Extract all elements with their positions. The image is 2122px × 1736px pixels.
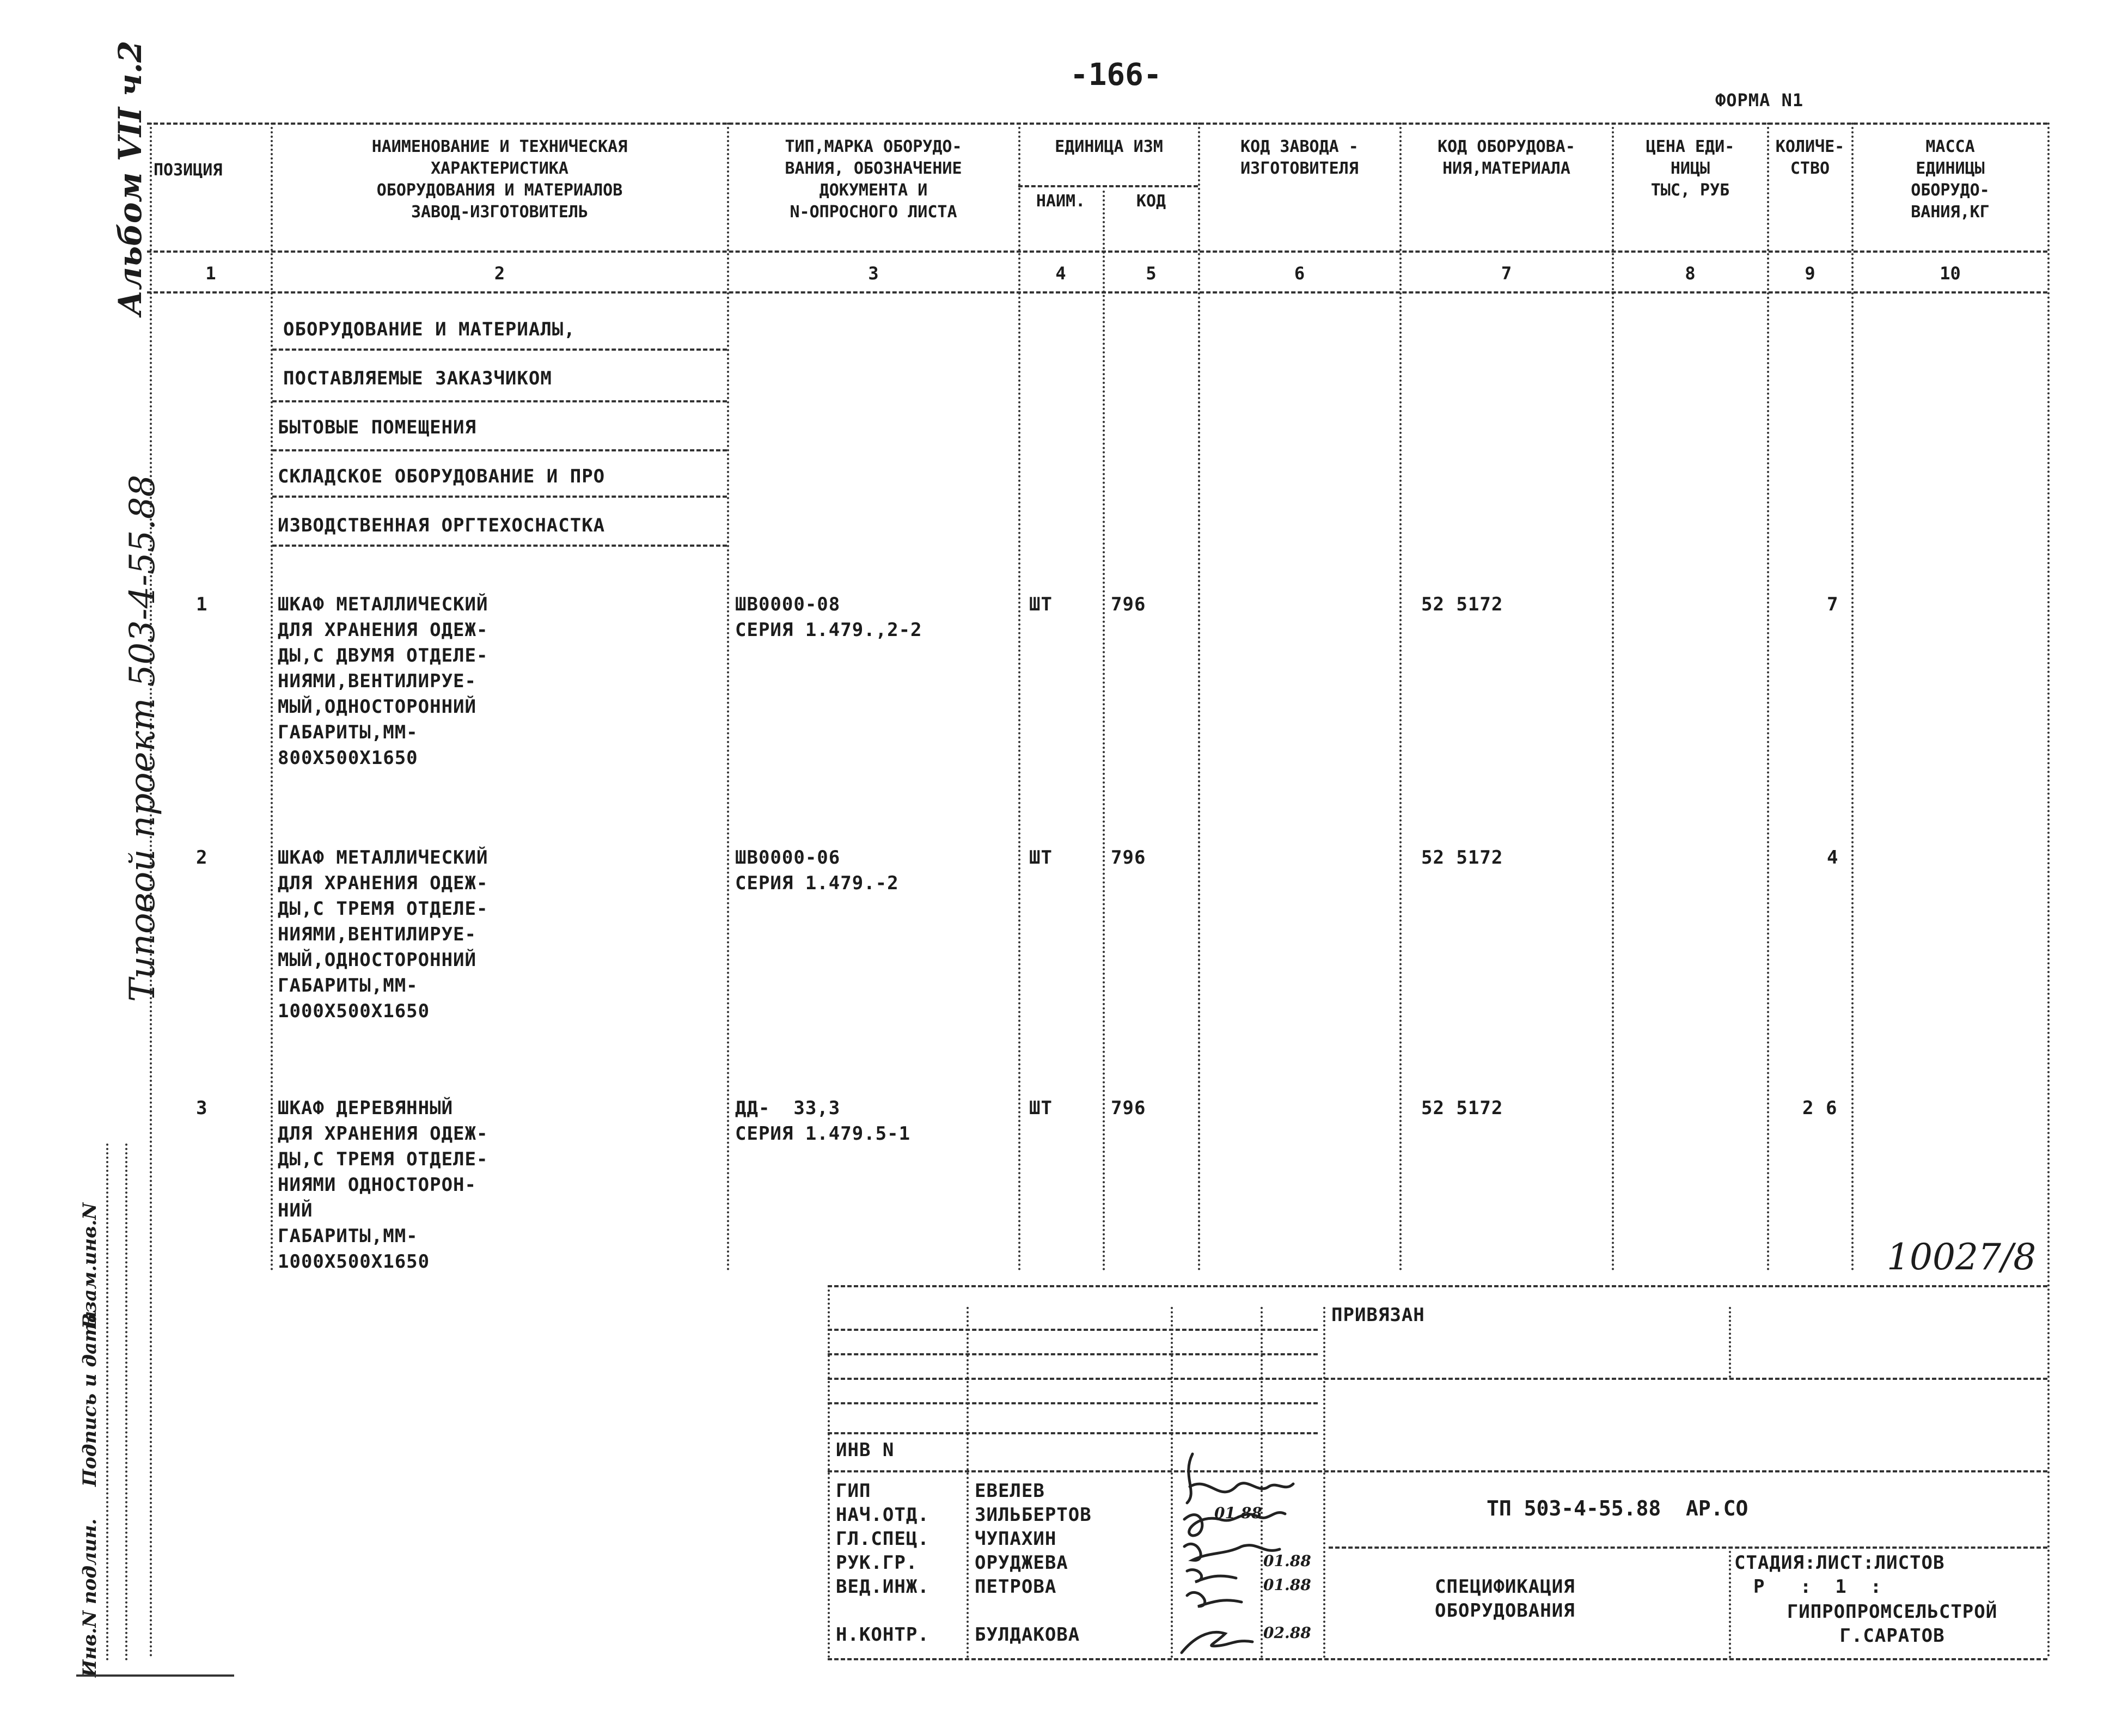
item-name-line: МЫЙ,ОДНОСТОРОННИЙ: [278, 949, 476, 971]
header-type: ТИП,МАРКА ОБОРУДО- ВАНИЯ, ОБОЗНАЧЕНИЕ ДОКУМЕНТА И N-ОПРОСНОГО ЛИСТА: [785, 137, 962, 222]
col-sep: [1018, 123, 1020, 1272]
col-sep: [1612, 123, 1614, 1272]
item-type-line: СЕРИЯ 1.479.,2-2: [735, 619, 922, 641]
person-name: БУЛДАКОВА: [975, 1624, 1080, 1646]
colnum: 7: [1501, 263, 1512, 284]
role-label: ВЕД.ИНЖ.: [836, 1576, 929, 1598]
item-quantity: 7: [1827, 594, 1839, 615]
sign-date: 01.88: [1263, 1552, 1311, 1570]
person-name: ЧУПАХИН: [975, 1528, 1057, 1550]
item-type-line: СЕРИЯ 1.479.5-1: [735, 1123, 911, 1145]
item-name-line: НИЯМИ ОДНОСТОРОН-: [278, 1174, 476, 1196]
item-unit-code: 796: [1111, 594, 1146, 615]
colnum: 8: [1685, 263, 1696, 284]
title-col-line: [967, 1307, 969, 1658]
title-col-line: [1729, 1546, 1731, 1658]
item-name-line: ШКАФ ДЕРЕВЯННЫЙ: [278, 1097, 454, 1119]
header-factory-code: КОД ЗАВОДА - ИЗГОТОВИТЕЛЯ: [1240, 137, 1359, 178]
item-name-line: ДЛЯ ХРАНЕНИЯ ОДЕЖ-: [278, 619, 488, 641]
privyazan-label: ПРИВЯЗАН: [1331, 1304, 1425, 1326]
title-block-top: [828, 1285, 2047, 1287]
col-sep: [1198, 123, 1200, 1272]
col-sep: [1851, 123, 1854, 1272]
title-row-line: [1329, 1546, 2047, 1549]
section-sep: [272, 545, 727, 547]
item-name-line: МЫЙ,ОДНОСТОРОННИЙ: [278, 696, 476, 718]
table-right-border: [2047, 123, 2050, 1658]
title-row-line: [828, 1402, 1318, 1404]
table-left-border: [150, 123, 152, 1658]
header-bottom-border: [147, 250, 2047, 253]
doc-title: СПЕЦИФИКАЦИЯ ОБОРУДОВАНИЯ: [1435, 1576, 1575, 1622]
album-label: Альбом VII ч.2: [112, 40, 149, 316]
item-quantity: 2 6: [1802, 1097, 1838, 1119]
item-name-line: ДЫ,С ДВУМЯ ОТДЕЛЕ-: [278, 645, 488, 667]
person-name: ПЕТРОВА: [975, 1576, 1057, 1598]
table-bottom-border: [828, 1658, 2047, 1660]
item-name-line: ГАБАРИТЫ,ММ-: [278, 1225, 418, 1247]
title-col-line: [1323, 1307, 1325, 1658]
colnum: 10: [1940, 263, 1961, 284]
section-label: ПОСТАВЛЯЕМЫЕ ЗАКАЗЧИКОМ: [283, 368, 552, 389]
unit-subheader-line: [1018, 185, 1198, 187]
person-name: ОРУДЖЕВА: [975, 1552, 1068, 1574]
item-name-line: ШКАФ МЕТАЛЛИЧЕСКИЙ: [278, 594, 488, 615]
stamp-vzam-inv: Взам.инв.N: [79, 1202, 101, 1329]
col-sep: [1399, 123, 1402, 1272]
page-number: -166-: [1070, 57, 1162, 93]
item-unit: ШТ: [1029, 594, 1053, 615]
handwritten-number: 10027/8: [1887, 1236, 2037, 1278]
role-label: РУК.ГР.: [836, 1552, 918, 1574]
header-quantity: КОЛИЧЕ- СТВО: [1775, 137, 1845, 178]
item-equip-code: 52 5172: [1421, 594, 1503, 615]
header-unit: ЕДИНИЦА ИЗМ: [1055, 137, 1163, 156]
item-name-line: ДЛЯ ХРАНЕНИЯ ОДЕЖ-: [278, 872, 488, 894]
stamp-line: [106, 1144, 108, 1661]
table-top-border: [147, 123, 2047, 125]
org-name: ГИПРОПРОМСЕЛЬСТРОЙ Г.САРАТОВ: [1787, 1601, 1998, 1647]
stamp-line: [125, 1144, 127, 1661]
title-row-line: [828, 1329, 1318, 1331]
sign-date: 02.88: [1263, 1624, 1311, 1642]
colnum: 4: [1055, 263, 1066, 284]
title-row-line: [828, 1470, 2047, 1472]
header-equip-code: КОД ОБОРУДОВА- НИЯ,МАТЕРИАЛА: [1438, 137, 1575, 178]
item-unit: ШТ: [1029, 847, 1053, 869]
stage-values: Р : 1 :: [1753, 1576, 1882, 1598]
role-label: Н.КОНТР.: [836, 1624, 929, 1646]
item-quantity: 4: [1827, 847, 1839, 869]
col-sep: [1103, 191, 1105, 1272]
item-name-line: НИЙ: [278, 1200, 313, 1221]
stamp-podpis-data: Подпись и дата: [79, 1310, 101, 1487]
sign-date: 01.88: [1263, 1576, 1311, 1594]
title-row-line: [828, 1432, 1318, 1434]
header-mass: МАССА ЕДИНИЦЫ ОБОРУДО- ВАНИЯ,КГ: [1911, 137, 1990, 222]
item-name-line: ГАБАРИТЫ,ММ-: [278, 722, 418, 743]
col-sep: [271, 123, 273, 1272]
stage-header: СТАДИЯ:ЛИСТ:ЛИСТОВ: [1734, 1552, 1945, 1574]
section-sep: [272, 496, 727, 498]
item-position: 1: [196, 594, 208, 615]
project-label: Типовой проект 503-4-55.88: [123, 474, 163, 1002]
title-col-line: [1729, 1307, 1731, 1378]
item-unit-code: 796: [1111, 847, 1146, 869]
colnum: 3: [868, 263, 879, 284]
section-sep: [272, 349, 727, 351]
header-unit-name: НАИМ.: [1036, 192, 1086, 211]
col-sep: [1767, 123, 1769, 1272]
colnum: 2: [494, 263, 505, 284]
item-position: 2: [196, 847, 208, 869]
role-label: ГИП: [836, 1480, 871, 1502]
stamp-bottom-line: [76, 1674, 234, 1677]
item-name-line: 1000X500X1650: [278, 1251, 430, 1273]
title-row-line: [828, 1378, 2047, 1380]
item-equip-code: 52 5172: [1421, 1097, 1503, 1119]
item-position: 3: [196, 1097, 208, 1119]
item-name-line: 1000X500X1650: [278, 1000, 430, 1022]
section-sep: [272, 400, 727, 402]
inv-n-label: ИНВ N: [836, 1439, 895, 1461]
section-label: СКЛАДСКОЕ ОБОРУДОВАНИЕ И ПРО: [278, 466, 606, 487]
item-unit-code: 796: [1111, 1097, 1146, 1119]
item-name-line: НИЯМИ,ВЕНТИЛИРУЕ-: [278, 670, 476, 692]
section-label: ИЗВОДСТВЕННАЯ ОРГТЕХОСНАСТКА: [278, 515, 606, 536]
item-name-line: ДЫ,С ТРЕМЯ ОТДЕЛЕ-: [278, 898, 488, 920]
item-name-line: ШКАФ МЕТАЛЛИЧЕСКИЙ: [278, 847, 488, 869]
person-name: ЕВЕЛЕВ: [975, 1480, 1045, 1502]
colnum: 6: [1294, 263, 1305, 284]
doc-code: ТП 503-4-55.88 АР.СО: [1487, 1496, 1748, 1520]
header-price: ЦЕНА ЕДИ- НИЦЫ ТЫС, РУБ: [1646, 137, 1735, 200]
role-label: НАЧ.ОТД.: [836, 1504, 929, 1526]
item-type-line: ШВ0000-08: [735, 594, 841, 615]
section-label: БЫТОВЫЕ ПОМЕЩЕНИЯ: [278, 417, 476, 438]
item-equip-code: 52 5172: [1421, 847, 1503, 869]
header-position: ПОЗИЦИЯ: [154, 161, 223, 180]
item-name-line: ГАБАРИТЫ,ММ-: [278, 975, 418, 997]
item-unit: ШТ: [1029, 1097, 1053, 1119]
stamp-inv-podl: Инв.N подлин.: [79, 1518, 101, 1677]
col-sep: [727, 123, 729, 1272]
role-label: ГЛ.СПЕЦ.: [836, 1528, 929, 1550]
sign-date: 01.88: [1214, 1504, 1262, 1522]
title-row-line: [828, 1353, 1318, 1355]
item-type-line: ШВ0000-06: [735, 847, 841, 869]
section-label: ОБОРУДОВАНИЕ И МАТЕРИАЛЫ,: [283, 319, 576, 340]
header-unit-code: КОД: [1136, 192, 1166, 211]
item-name-line: ДЛЯ ХРАНЕНИЯ ОДЕЖ-: [278, 1123, 488, 1145]
item-name-line: НИЯМИ,ВЕНТИЛИРУЕ-: [278, 924, 476, 945]
person-name: ЗИЛЬБЕРТОВ: [975, 1504, 1092, 1526]
item-type-line: ДД- 33,3: [735, 1097, 841, 1119]
colnum: 5: [1146, 263, 1157, 284]
item-name-line: ДЫ,С ТРЕМЯ ОТДЕЛЕ-: [278, 1148, 488, 1170]
colnum-bottom-border: [147, 291, 2047, 294]
form-label: ФОРМА N1: [1715, 90, 1804, 111]
section-sep: [272, 449, 727, 451]
item-type-line: СЕРИЯ 1.479.-2: [735, 872, 899, 894]
colnum: 1: [205, 263, 216, 284]
header-name: НАИМЕНОВАНИЕ И ТЕХНИЧЕСКАЯ ХАРАКТЕРИСТИКА ОБОРУДОВАНИЯ И МАТЕРИАЛОВ ЗАВОД-ИЗГОТОВИТЕЛЬ: [371, 137, 628, 222]
title-col-line: [1171, 1307, 1173, 1658]
colnum: 9: [1805, 263, 1815, 284]
item-name-line: 800X500X1650: [278, 747, 418, 769]
